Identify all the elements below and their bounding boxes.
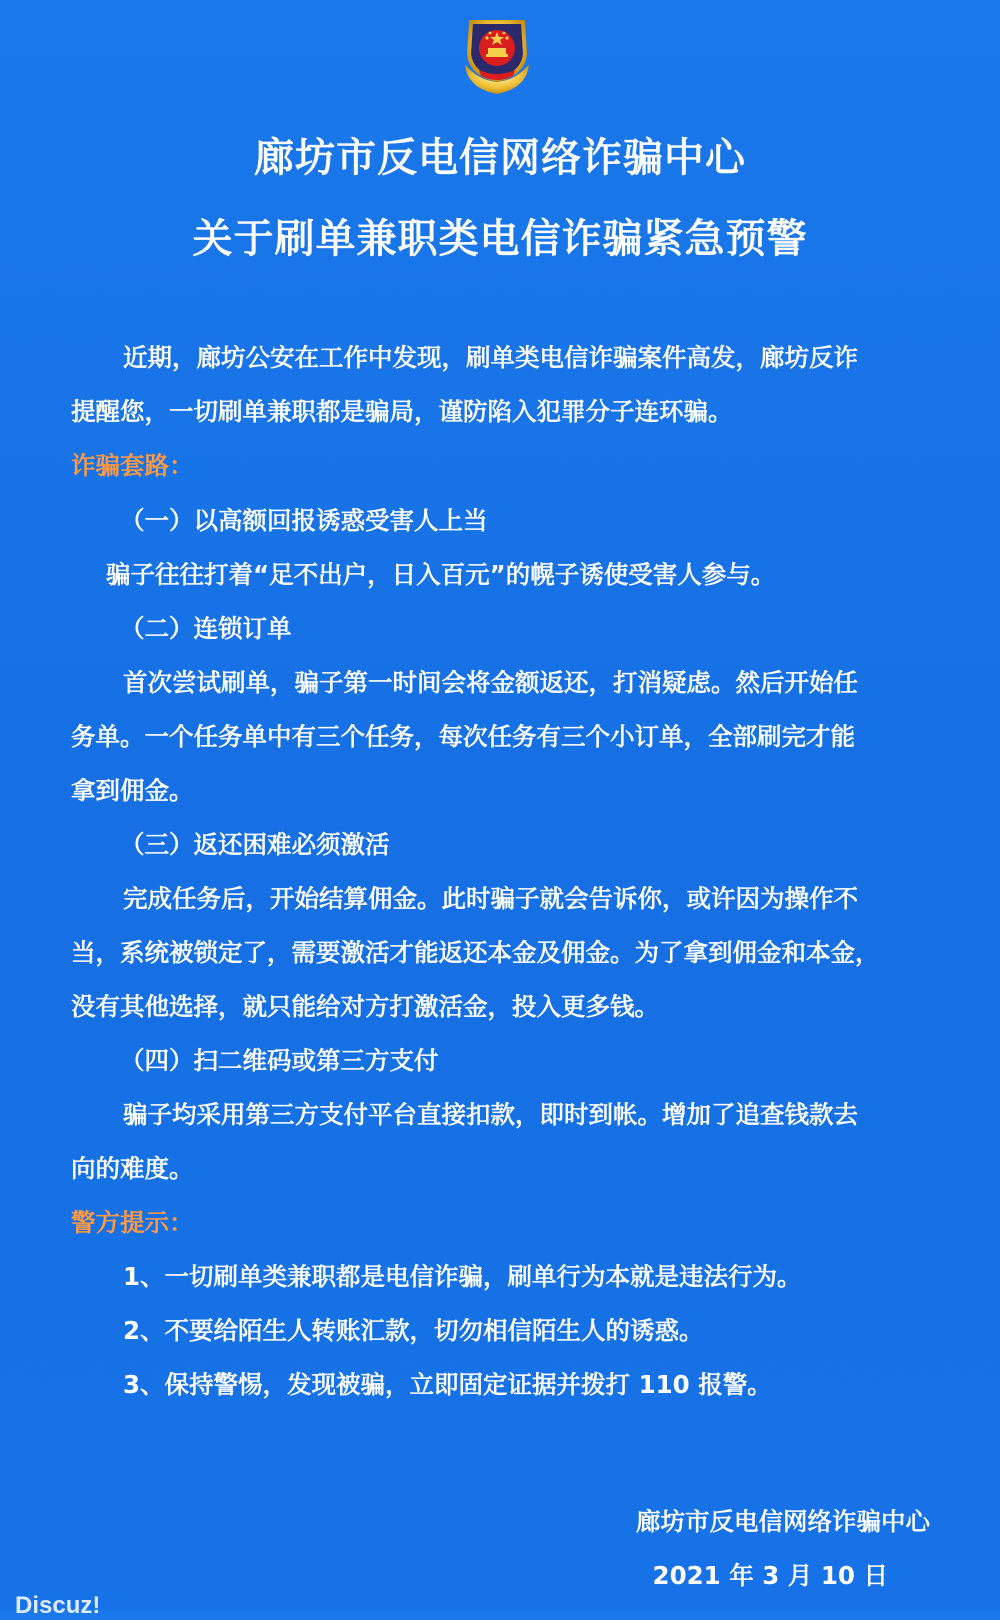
police-tip-1: 1、一切刷单类兼职都是电信诈骗，刷单行为本就是违法行为。: [123, 1262, 802, 1291]
fraud-item-2-text-3: 拿到佣金。: [71, 776, 194, 805]
fraud-item-4-text-1: 骗子均采用第三方支付平台直接扣款，即时到帐。增加了追查钱款去: [123, 1100, 858, 1129]
fraud-item-1-text: 骗子往往打着“足不出户，日入百元”的幌子诱使受害人参与。: [106, 560, 776, 589]
police-tip-3: 3、保持警惕，发现被骗，立即固定证据并拨打 110 报警。: [123, 1370, 772, 1399]
fraud-section-heading: 诈骗套路：: [71, 451, 194, 480]
fraud-item-3-text-3: 没有其他选择，就只能给对方打激活金，投入更多钱。: [71, 992, 659, 1021]
fraud-item-3-text-1: 完成任务后，开始结算佣金。此时骗子就会告诉你，或许因为操作不: [123, 884, 858, 913]
fraud-item-3-text-2: 当，系统被锁定了，需要激活才能返还本金及佣金。为了拿到佣金和本金，: [71, 938, 880, 967]
police-emblem-icon: [457, 14, 537, 96]
title-line-1: 廊坊市反电信网络诈骗中心: [254, 135, 746, 181]
intro-line-2: 提醒您，一切刷单兼职都是骗局，谨防陷入犯罪分子连环骗。: [71, 397, 733, 426]
fraud-item-3-heading: （三）返还困难必须激活: [120, 830, 390, 859]
fraud-item-4-text-2: 向的难度。: [71, 1154, 194, 1183]
fraud-item-2-text-2: 务单。一个任务单中有三个任务，每次任务有三个小订单，全部刷完才能: [71, 722, 855, 751]
discuz-watermark: Discuz!: [15, 1592, 101, 1619]
title-line-2: 关于刷单兼职类电信诈骗紧急预警: [192, 216, 808, 262]
intro-line-1: 近期，廊坊公安在工作中发现，刷单类电信诈骗案件高发，廊坊反诈: [123, 343, 858, 372]
fraud-item-2-heading: （二）连锁订单: [120, 614, 292, 643]
footer-date: 2021 年 3 月 10 日: [652, 1561, 888, 1590]
police-tip-2: 2、不要给陌生人转账汇款，切勿相信陌生人的诱惑。: [123, 1316, 704, 1345]
fraud-item-4-heading: （四）扫二维码或第三方支付: [120, 1046, 439, 1075]
fraud-item-2-text-1: 首次尝试刷单，骗子第一时间会将金额返还，打消疑虑。然后开始任: [123, 668, 858, 697]
police-tips-heading: 警方提示：: [71, 1208, 194, 1237]
fraud-item-1-heading: （一）以高额回报诱惑受害人上当: [120, 506, 488, 535]
footer-organization: 廊坊市反电信网络诈骗中心: [636, 1507, 930, 1536]
